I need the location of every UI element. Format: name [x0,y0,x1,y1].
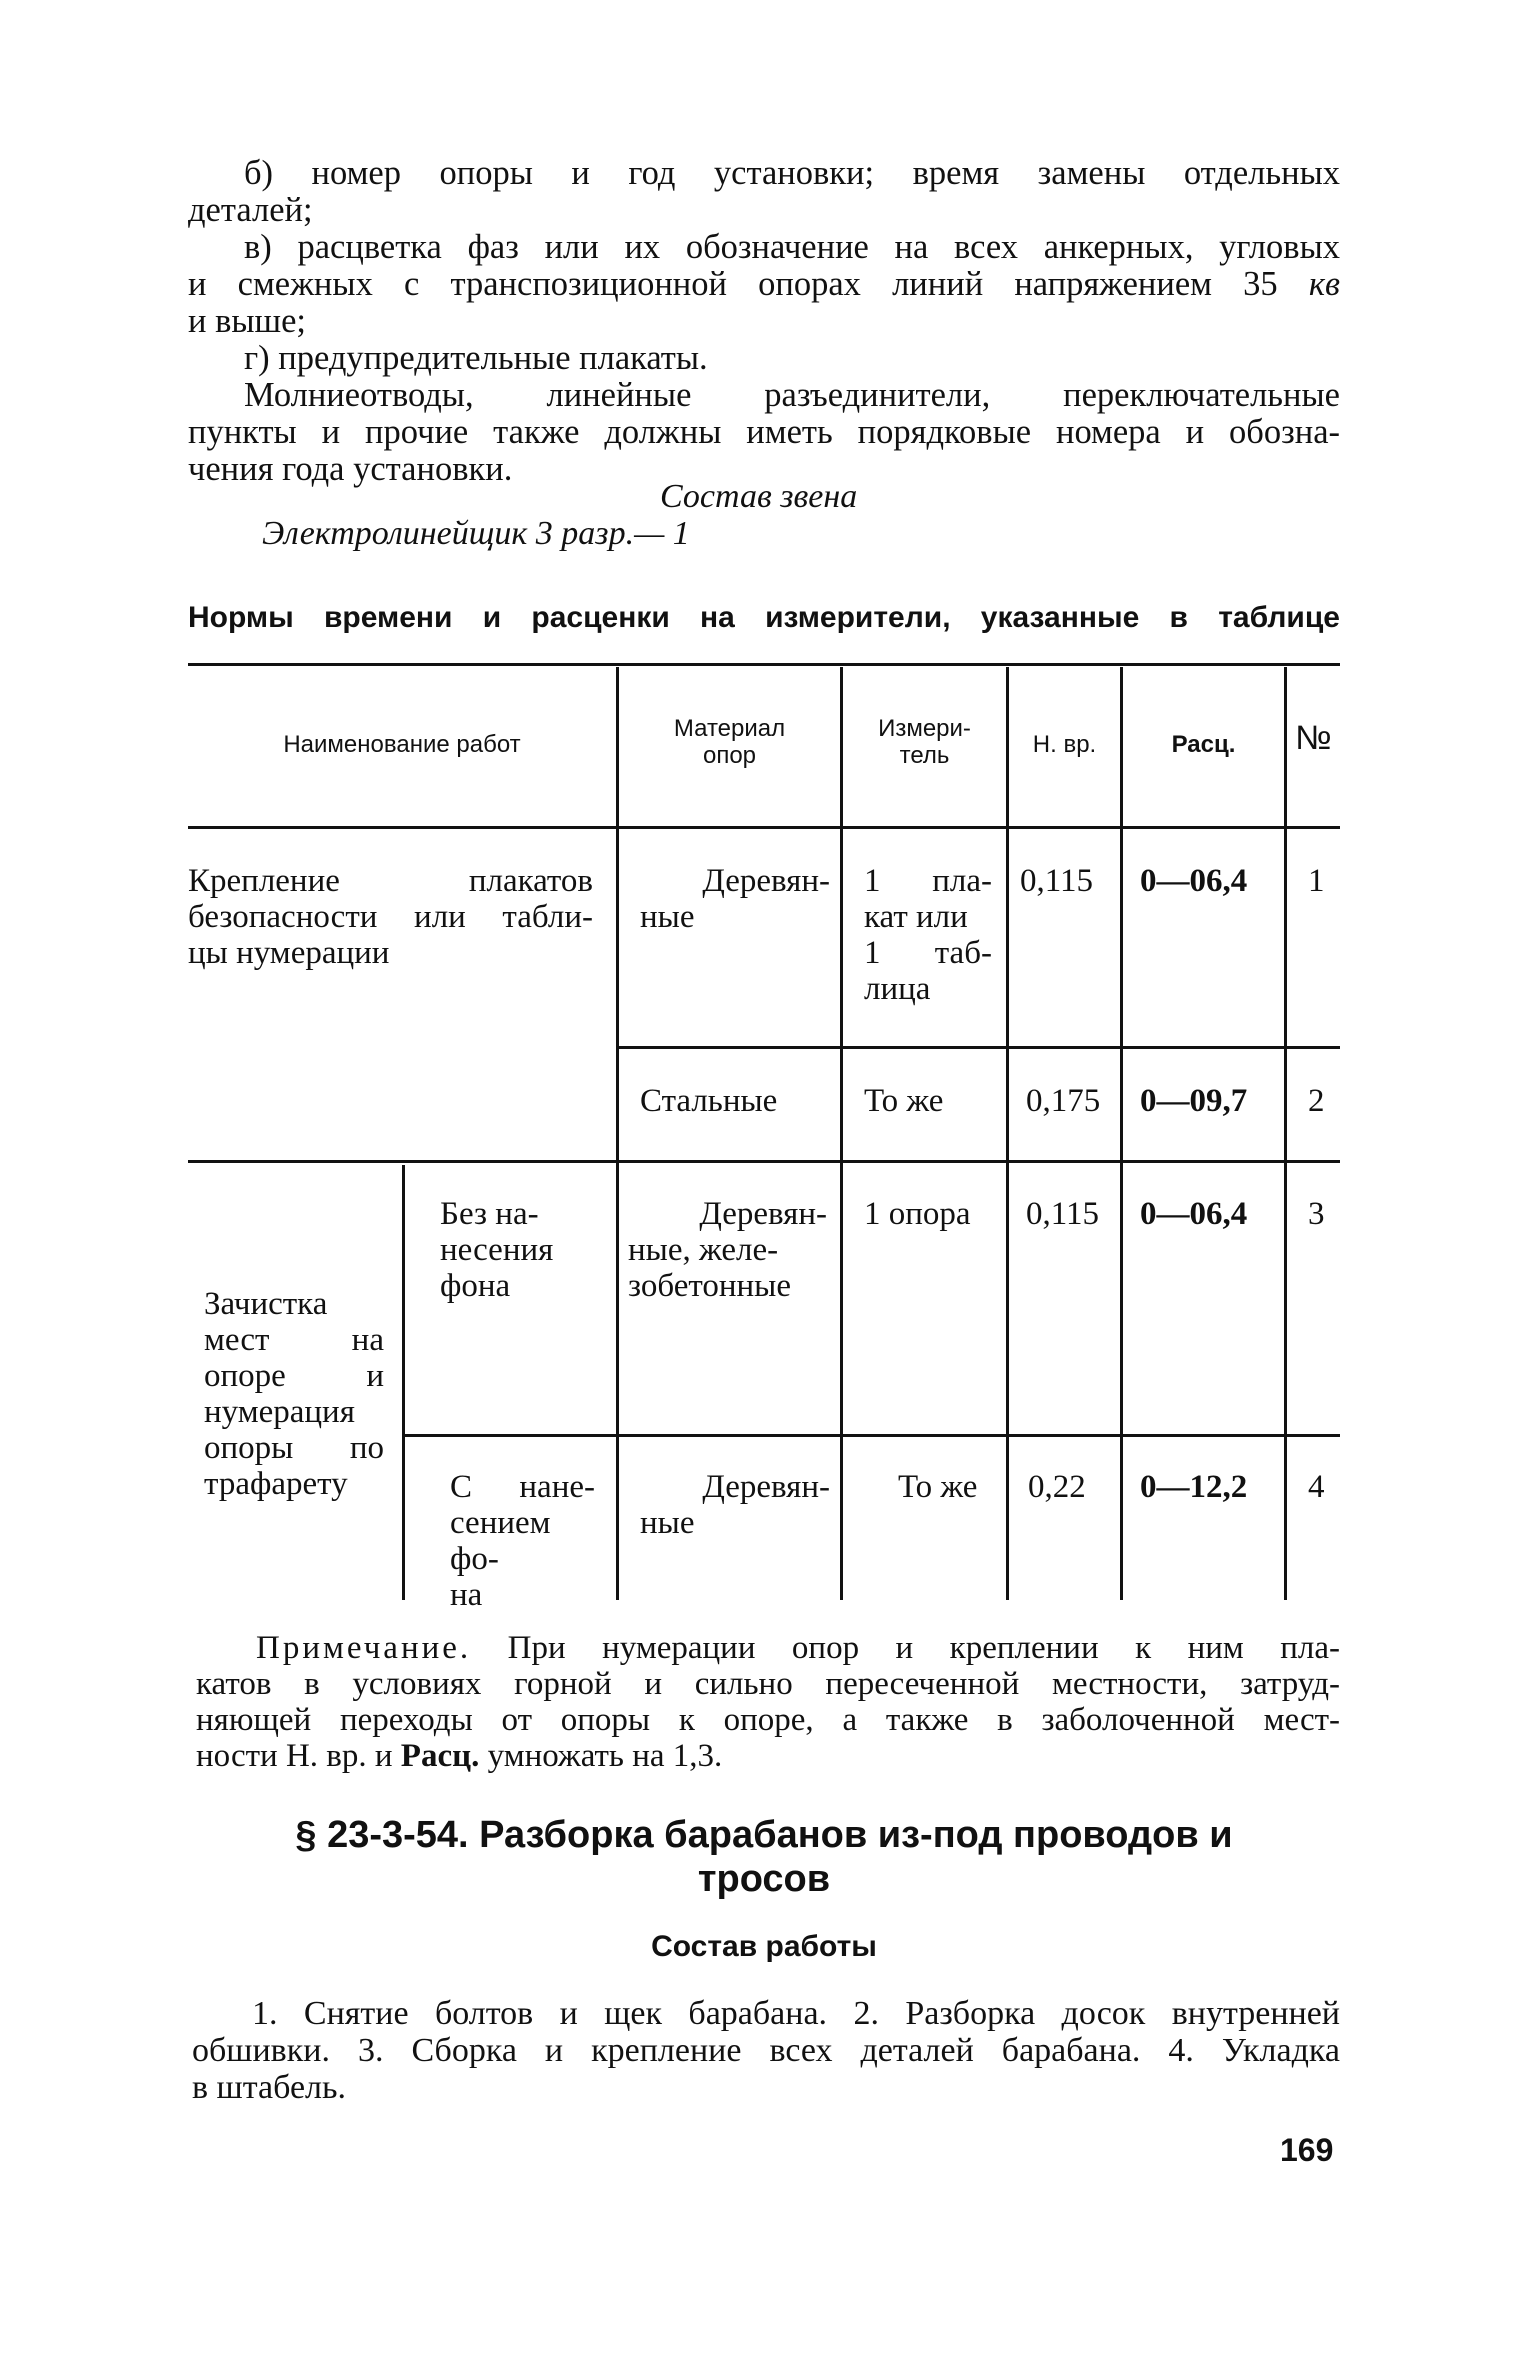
group1-work-l2: безопасности или табли- [188,899,593,935]
row1-unit-l4: лица [864,971,931,1007]
header-work: Наименование работ [283,731,521,758]
row3-sub [440,1196,600,1304]
item-v-line2 [188,266,1340,303]
row3-norm: 0,115 [1026,1196,1100,1232]
row1-unit-l1: 1 пла- [864,863,992,899]
norms-table [188,663,1340,1613]
row4-sub-l2: сением фо- [450,1505,551,1577]
row3-num: 3 [1308,1196,1325,1232]
row1-unit-l3: 1 таб- [864,935,992,971]
table-title: Нормы времени и расценки на измерители, указанные в таблице [188,601,1340,634]
item-v-line1: в) расцветка фаз или их обозначение на всех анкерных, угловых [244,228,1340,266]
row2-unit: То же [864,1083,944,1119]
section-body-l2: обшивки. 3. Сборка и крепление всех деталей барабана. 4. Укладка [192,2032,1340,2069]
row3-material-l3: зобетонные [628,1268,791,1304]
section-title-l2: тросов [697,1858,831,1900]
group2-work-l3: опоре и [204,1358,384,1394]
rule-group1-bottom [188,1160,1340,1163]
row1-material [640,863,830,935]
section-body-l1: 1. Снятие болтов и щек барабана. 2. Разборка досок внутренней [252,1995,1340,2032]
rule-header-bottom [188,826,1340,829]
note-line4-a: ности Н. вр. и [196,1738,393,1774]
para-line3: чения года установки. [188,450,513,488]
row4-material [640,1469,830,1541]
rule-row3-bottom [402,1434,1340,1437]
header-unit-l1: Измери- [878,715,971,742]
row3-sub-l2: несения [440,1232,554,1268]
header-material-l1: Материал [673,715,786,742]
vrule-norm [1120,667,1123,1600]
section-title [188,1813,1340,1901]
rule-top [188,663,1340,666]
header-material [619,715,840,769]
group2-work-l6: трафарету [204,1466,348,1502]
page-number: 169 [1280,2132,1334,2168]
header-rate: Расц. [1171,731,1236,758]
group2-work-l4: нумерация [204,1394,355,1430]
vrule-sub [402,1165,405,1600]
group2-work-l5: опоры по [204,1430,384,1466]
row1-norm: 0,115 [1020,863,1094,899]
note-label: Примечание. [256,1630,472,1666]
item-b-line2: деталей; [188,191,313,229]
note-line1 [196,1630,1340,1666]
item-b-line1: б) номер опоры и год установки; время замены отдельных [244,154,1340,192]
note [196,1630,1340,1774]
header-norm: Н. вр. [1032,731,1097,758]
row2-rate: 0—09,7 [1140,1083,1248,1119]
item-v-line2-text: и смежных с транспозиционной опорах линий напряжением 35 [188,265,1278,303]
crew-title: Состав звена [660,478,858,515]
header-unit [843,715,1006,769]
row1-material-l2: ные [640,899,695,935]
item-v-line3: и выше; [188,302,307,340]
note-line4-c: умножать на 1,3. [487,1738,723,1774]
row2-material: Стальные [640,1083,778,1119]
row4-sub [450,1469,595,1613]
row2-num: 2 [1308,1083,1325,1119]
group1-work-l3: цы нумерации [188,935,390,971]
row4-sub-l1: С нане- [450,1469,595,1505]
group1-work [188,863,593,971]
row1-num: 1 [1308,863,1325,899]
group2-work-l2: мест на [204,1322,384,1358]
group1-work-l1: Крепление плакатов [188,863,593,899]
vrule-unit [1006,667,1009,1600]
vrule-material [840,667,843,1600]
row4-material-l1: Деревян- [702,1469,830,1505]
row1-unit [864,863,992,1007]
row3-rate: 0—06,4 [1140,1196,1248,1232]
section-title-l1: § 23-3-54. Разборка барабанов из-под проводов и [295,1814,1233,1856]
row1-unit-l2: кат или [864,899,968,935]
row3-material-l1: Деревян- [699,1196,827,1232]
note-line4 [196,1738,1340,1774]
vrule-work [616,667,619,1600]
row4-material-l2: ные [640,1505,695,1541]
row4-rate: 0—12,2 [1140,1469,1248,1505]
section-body [192,1995,1340,2106]
row3-material [628,1196,833,1304]
vrule-rate [1284,667,1287,1600]
crew-member: Электролинейщик 3 разр.— 1 [262,515,690,552]
row4-sub-l3: на [450,1577,483,1613]
row3-unit: 1 опора [864,1196,971,1232]
header-material-l2: опор [702,742,757,769]
header-unit-l2: тель [899,742,950,769]
intro-text [188,155,1340,488]
item-g: г) предупредительные плакаты. [244,339,708,377]
note-line4-b: Расц. [400,1738,480,1774]
group2-work [204,1286,384,1502]
para-line1: Молниеотводы, линейные разъединители, переключательные [244,376,1340,414]
row1-material-l1: Деревян- [702,863,830,899]
rule-row1-bottom [616,1046,1340,1049]
row2-norm: 0,175 [1026,1083,1101,1119]
note-line1-text: При нумерации опор и креплении к ним пла- [507,1630,1340,1666]
section-subtitle: Состав работы [651,1930,877,1963]
note-line3: няющей переходы от опоры к опоре, а также в заболоченной мест- [196,1702,1340,1738]
row3-sub-l1: Без на- [440,1196,539,1232]
row4-num: 4 [1308,1469,1325,1505]
section-body-l3: в штабель. [192,2069,347,2106]
para-line2: пункты и прочие также должны иметь порядковые номера и обозна- [188,413,1340,451]
item-v-unit: кв [1308,265,1340,303]
row3-material-l2: ные, желе- [628,1232,779,1268]
row4-norm: 0,22 [1028,1469,1086,1505]
group2-work-l1: Зачистка [204,1286,328,1322]
row4-unit: То же [898,1469,978,1505]
row3-sub-l3: фона [440,1268,511,1304]
header-num: № [1295,719,1332,757]
row1-rate: 0—06,4 [1140,863,1248,899]
note-line2: катов в условиях горной и сильно пересеченной местности, затруд- [196,1666,1340,1702]
